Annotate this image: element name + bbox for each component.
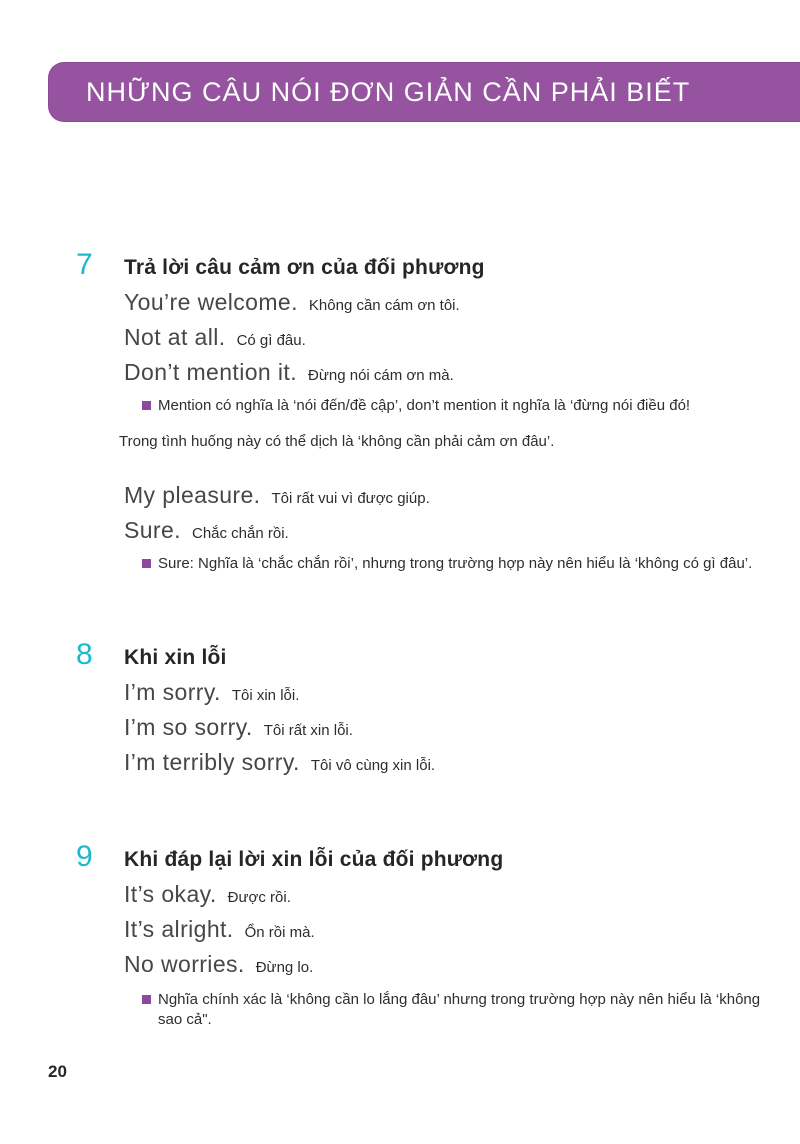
note-row (142, 990, 782, 1030)
phrase-translation: Tôi xin lỗi. (231, 687, 300, 704)
note-text: Trong tình huống này có thể dịch là ‘không cần phải cảm ơn đâu’. (119, 433, 555, 450)
phrase-english: You’re welcome. (124, 289, 298, 315)
phrase-translation: Đừng nói cám ơn mà. (308, 367, 454, 384)
note-bullet-icon (142, 995, 151, 1004)
section-title: Khi đáp lại lời xin lỗi của đối phương (124, 848, 504, 871)
phrase-translation: Tôi rất vui vì được giúp. (271, 490, 430, 507)
phrase-row (124, 679, 800, 714)
section-number: 8 (76, 638, 93, 671)
section-title: Trả lời câu cảm ơn của đối phương (124, 256, 485, 279)
phrase-row (124, 749, 800, 784)
section-rows (119, 289, 800, 574)
section-number: 9 (76, 840, 93, 873)
phrase-english: I’m terribly sorry. (124, 749, 300, 775)
note-continuation-row (119, 432, 759, 452)
phrase-row (124, 881, 800, 916)
note-bullet-icon (142, 559, 151, 568)
chapter-banner (48, 62, 800, 122)
phrase-english: I’m so sorry. (124, 714, 253, 740)
note-text: Sure: Nghĩa là ‘chắc chắn rồi’, nhưng trong trường hợp này nên hiểu là ‘không có gì đâu’. (158, 555, 753, 572)
phrase-english: My pleasure. (124, 482, 261, 508)
phrase-english: It’s okay. (124, 881, 217, 907)
phrase-translation: Tôi rất xin lỗi. (263, 722, 353, 739)
phrase-row (124, 714, 800, 749)
section-8 (76, 638, 800, 784)
phrase-row (124, 482, 800, 517)
phrase-row (124, 916, 800, 951)
phrase-translation: Có gì đâu. (236, 332, 306, 349)
section-rows (124, 679, 800, 784)
phrase-english: No worries. (124, 951, 245, 977)
note-text: Nghĩa chính xác là ‘không cần lo lắng đâu’ nhưng trong trường hợp này nên hiểu là ‘không sao cả". (158, 991, 761, 1028)
section-number: 7 (76, 248, 93, 281)
phrase-english: Don’t mention it. (124, 359, 297, 385)
phrase-row (124, 289, 800, 324)
note-row (142, 396, 782, 416)
phrase-translation: Được rồi. (227, 889, 291, 906)
note-text: Mention có nghĩa là ‘nói đến/đề cập’, don’t mention it nghĩa là ‘đừng nói điều đó! (158, 397, 691, 414)
phrase-english: Sure. (124, 517, 181, 543)
note-bullet-icon (142, 401, 151, 410)
phrase-row (124, 951, 800, 986)
section-heading (76, 840, 800, 873)
section-heading (76, 248, 800, 281)
phrase-row (124, 359, 800, 394)
phrase-row (124, 324, 800, 359)
phrase-translation: Tôi vô cùng xin lỗi. (310, 757, 436, 774)
section-rows (124, 881, 800, 1030)
phrase-row (124, 517, 800, 552)
section-9 (76, 840, 800, 1030)
chapter-title: NHỮNG CÂU NÓI ĐƠN GIẢN CẦN PHẢI BIẾT (86, 76, 691, 107)
section-title: Khi xin lỗi (124, 646, 227, 669)
phrase-translation: Đừng lo. (255, 959, 314, 976)
phrase-translation: Chắc chắn rồi. (191, 525, 289, 542)
phrase-translation: Ổn rồi mà. (244, 924, 315, 941)
phrase-english: I’m sorry. (124, 679, 221, 705)
phrase-translation: Không cần cám ơn tôi. (308, 297, 460, 314)
page-number: 20 (48, 1062, 67, 1081)
note-row (142, 554, 782, 574)
page-content (0, 122, 800, 1030)
phrase-english: Not at all. (124, 324, 226, 350)
section-7 (76, 248, 800, 574)
phrase-english: It’s alright. (124, 916, 234, 942)
section-heading (76, 638, 800, 671)
